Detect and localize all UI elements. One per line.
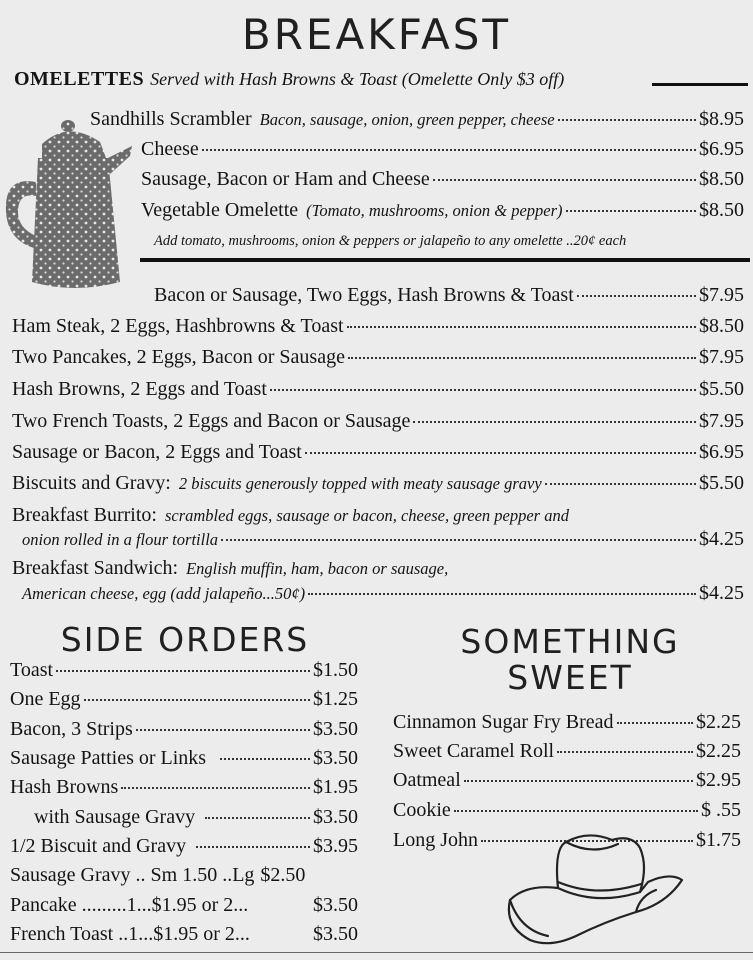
- item-name: Sausage or Bacon, 2 Eggs and Toast: [12, 441, 302, 463]
- sandwich-item-line2: [22, 582, 744, 605]
- side-item: [10, 747, 358, 770]
- item-name: French Toast ..1...$1.95 or 2...: [10, 923, 250, 945]
- side-item: [10, 864, 358, 887]
- item-price: $7.95: [699, 284, 744, 306]
- item-name: Oatmeal: [393, 769, 461, 791]
- burrito-item: [12, 504, 744, 527]
- item-description: (Tomato, mushrooms, onion & pepper): [306, 201, 563, 220]
- item-name: with Sausage Gravy: [34, 806, 196, 828]
- omelette-item: [141, 199, 744, 222]
- item-name: Cookie: [393, 799, 451, 821]
- item-name: Cheese: [141, 138, 199, 160]
- coffee-pot-icon: [2, 112, 140, 294]
- item-description: 2 biscuits generously topped with meaty sausage gravy: [178, 474, 542, 493]
- omelettes-header: [14, 68, 564, 91]
- item-price: $3.50: [313, 718, 358, 740]
- page-title: BREAKFAST: [241, 10, 512, 59]
- sweet-item: [393, 711, 741, 734]
- menu-item: [12, 315, 744, 338]
- side-item: [10, 776, 358, 799]
- item-name: Two Pancakes, 2 Eggs, Bacon or Sausage: [12, 346, 345, 368]
- item-name: Vegetable Omelette: [141, 199, 299, 221]
- something-sweet-heading-line2: SWEET: [507, 658, 633, 697]
- item-price: $5.50: [699, 472, 744, 494]
- item-price: $6.95: [699, 441, 744, 463]
- omelettes-subheading: Served with Hash Browns & Toast (Omelette Only $3 off): [150, 69, 565, 89]
- omelettes-bottom-rule: [140, 258, 750, 262]
- item-name: Bacon or Sausage, Two Eggs, Hash Browns & Toast: [154, 284, 574, 306]
- sweet-item: [393, 769, 741, 792]
- menu-item: [12, 346, 744, 369]
- side-item: [10, 659, 358, 682]
- omelette-addon-note: Add tomato, mushrooms, onion & peppers or jalapeño to any omelette ..20¢ each: [154, 233, 627, 249]
- something-sweet-heading: [410, 624, 730, 696]
- item-name: Breakfast Sandwich:: [12, 557, 179, 579]
- item-name: Cinnamon Sugar Fry Bread: [393, 711, 614, 733]
- item-price: $3.50: [313, 806, 358, 828]
- item-name: Two French Toasts, 2 Eggs and Bacon or Sausage: [12, 410, 411, 432]
- item-price: $4.25: [699, 582, 744, 604]
- menu-item: [12, 378, 744, 401]
- item-name: Bacon, 3 Strips: [10, 718, 133, 740]
- bottom-border: [0, 952, 753, 953]
- item-price: $8.50: [699, 168, 744, 190]
- side-item: [10, 835, 358, 858]
- item-name: Sandhills Scrambler: [90, 108, 252, 130]
- item-price: $2.95: [696, 769, 741, 791]
- item-price: $8.95: [699, 108, 744, 130]
- item-price: $1.95: [313, 776, 358, 798]
- item-name: Breakfast Burrito:: [12, 504, 157, 526]
- omelettes-rule: [652, 83, 748, 86]
- side-item: [10, 688, 358, 711]
- something-sweet-heading-line1: SOMETHING: [460, 622, 680, 661]
- item-name: Sausage Gravy .. Sm 1.50 ..Lg: [10, 864, 255, 886]
- item-price: $2.25: [696, 711, 741, 733]
- side-item: [10, 923, 358, 946]
- side-item: [34, 806, 358, 829]
- item-price: $2.25: [696, 740, 741, 762]
- item-description: English muffin, ham, bacon or sausage,: [186, 559, 449, 578]
- item-price: $ .55: [701, 799, 741, 821]
- item-price: $7.95: [699, 346, 744, 368]
- item-name: Long John: [393, 829, 478, 851]
- cowboy-hat-icon: [500, 826, 690, 952]
- item-price: $5.50: [699, 378, 744, 400]
- item-price: $4.25: [699, 528, 744, 550]
- item-price: $8.50: [699, 199, 744, 221]
- item-price: $3.95: [313, 835, 358, 857]
- item-price: $1.50: [313, 659, 358, 681]
- sweet-item: [393, 740, 741, 763]
- menu-item: [12, 441, 744, 464]
- item-price: $6.95: [699, 138, 744, 160]
- burrito-item-line2: [22, 528, 744, 551]
- item-description: scrambled eggs, sausage or bacon, cheese, green pepper and: [164, 506, 569, 525]
- item-name: Pancake .........1...$1.95 or 2...: [10, 894, 249, 916]
- item-name: Biscuits and Gravy:: [12, 472, 171, 494]
- side-item: [10, 718, 358, 741]
- menu-item: [154, 284, 744, 307]
- side-orders-heading: SIDE ORDERS: [60, 620, 310, 659]
- side-item: [10, 894, 358, 917]
- menu-item: [12, 410, 744, 433]
- item-description: Bacon, sausage, onion, green pepper, cheese: [259, 110, 555, 129]
- item-price: $8.50: [699, 315, 744, 337]
- item-price: $3.50: [313, 923, 358, 945]
- omelette-item: [141, 168, 744, 191]
- item-description-cont: American cheese, egg (add jalapeño...50¢): [22, 584, 306, 603]
- item-name: Toast: [10, 659, 54, 681]
- item-price: $2.50: [260, 864, 306, 886]
- menu-item: [12, 472, 744, 495]
- item-price: $3.50: [313, 747, 358, 769]
- item-price: $1.25: [313, 688, 358, 710]
- item-name: Sweet Caramel Roll: [393, 740, 555, 762]
- item-description-cont: onion rolled in a flour tortilla: [22, 530, 219, 549]
- omelette-item: [90, 108, 744, 131]
- item-name: Hash Browns: [10, 776, 119, 798]
- omelette-item: [141, 138, 744, 161]
- sweet-item: [393, 799, 741, 822]
- item-name: One Egg: [10, 688, 81, 710]
- item-price: $7.95: [699, 410, 744, 432]
- sandwich-item: [12, 557, 744, 580]
- item-price: $3.50: [313, 894, 358, 916]
- item-name: Sausage, Bacon or Ham and Cheese: [141, 168, 430, 190]
- omelettes-heading: OMELETTES: [14, 68, 145, 90]
- item-price: $1.75: [696, 829, 741, 851]
- item-name: Sausage Patties or Links: [10, 747, 207, 769]
- item-name: Hash Browns, 2 Eggs and Toast: [12, 378, 267, 400]
- item-name: 1/2 Biscuit and Gravy: [10, 835, 187, 857]
- item-name: Ham Steak, 2 Eggs, Hashbrowns & Toast: [12, 315, 344, 337]
